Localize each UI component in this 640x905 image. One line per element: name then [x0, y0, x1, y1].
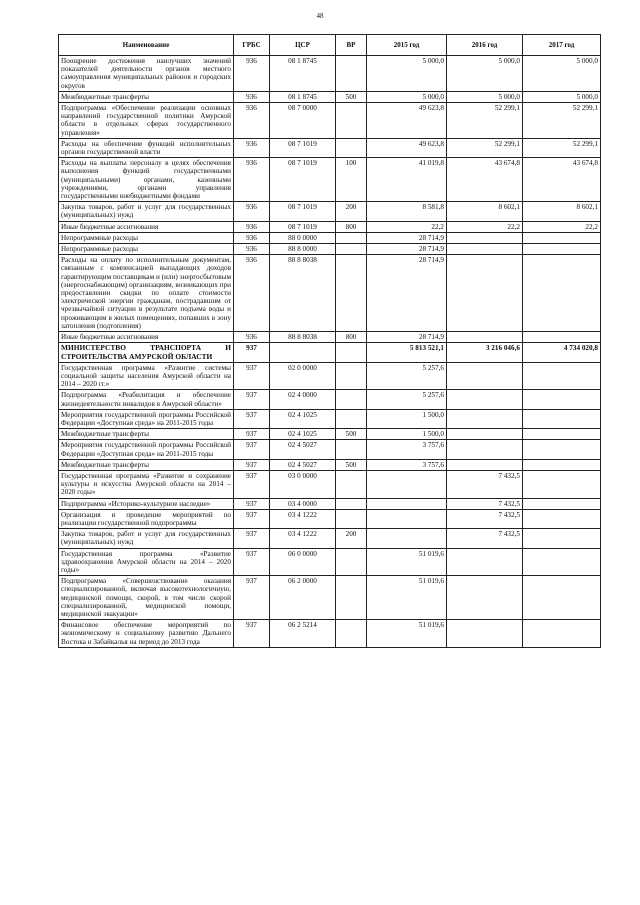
row-grbs: 937 — [234, 390, 270, 409]
table-row — [59, 244, 601, 255]
row-csr: 08 7 1019 — [270, 138, 336, 157]
row-csr: 02 4 5027 — [270, 440, 336, 459]
row-vr: 800 — [336, 221, 367, 232]
row-2015: 8 581,8 — [367, 202, 447, 221]
row-2017 — [523, 429, 601, 440]
row-vr — [336, 440, 367, 459]
row-2015: 49 623,8 — [367, 138, 447, 157]
row-grbs: 936 — [234, 255, 270, 332]
row-vr — [336, 498, 367, 509]
row-2017 — [523, 470, 601, 498]
row-vr — [336, 620, 367, 648]
row-vr — [336, 470, 367, 498]
row-name: Мероприятия государственной программы Российской Федерации «Доступная среда» на 2011-2015 годы — [59, 440, 234, 459]
row-2016: 22,2 — [447, 221, 523, 232]
row-csr: 88 8 8038 — [270, 255, 336, 332]
row-csr: 02 0 0000 — [270, 362, 336, 390]
row-name: Организация и проведение мероприятий по реализации государственной подпрограммы — [59, 509, 234, 528]
row-csr: 88 8 8038 — [270, 332, 336, 343]
row-2015: 28 714,9 — [367, 244, 447, 255]
row-vr — [336, 343, 367, 362]
row-2016 — [447, 362, 523, 390]
row-csr: 03 4 1222 — [270, 529, 336, 548]
row-csr: 03 0 0000 — [270, 470, 336, 498]
row-name: Поощрение достижения наилучших значений показателей деятельности органов местного самоуправления муниципальных районов и городских округов — [59, 56, 234, 92]
row-2016: 3 216 046,6 — [447, 343, 523, 362]
row-2017 — [523, 529, 601, 548]
row-csr: 02 4 0000 — [270, 390, 336, 409]
row-name: Подпрограмма «Обеспечение реализации основных направлений государственной политики Амурской области в отдельных сферах государственного управления» — [59, 103, 234, 139]
row-2016: 7 432,5 — [447, 529, 523, 548]
row-name: Межбюджетные трансферты — [59, 429, 234, 440]
row-grbs: 937 — [234, 576, 270, 620]
row-grbs: 936 — [234, 158, 270, 202]
row-2017 — [523, 332, 601, 343]
row-2015 — [367, 470, 447, 498]
row-grbs: 937 — [234, 409, 270, 428]
table-row — [59, 56, 601, 92]
table-row — [59, 255, 601, 332]
row-2016: 7 432,5 — [447, 509, 523, 528]
row-vr: 200 — [336, 202, 367, 221]
row-2017 — [523, 244, 601, 255]
row-grbs: 937 — [234, 470, 270, 498]
row-name: Закупка товаров, работ и услуг для государственных (муниципальных) нужд — [59, 202, 234, 221]
row-2017 — [523, 576, 601, 620]
row-name: Закупка товаров, работ и услуг для государственных (муниципальных) нужд — [59, 529, 234, 548]
table-row — [59, 529, 601, 548]
row-grbs: 937 — [234, 459, 270, 470]
row-2016 — [447, 459, 523, 470]
row-grbs: 937 — [234, 509, 270, 528]
table-row — [59, 470, 601, 498]
header-2016: 2016 год — [447, 35, 523, 56]
row-2017: 5 000,0 — [523, 56, 601, 92]
row-2016: 52 299,1 — [447, 103, 523, 139]
row-csr: 06 2 5214 — [270, 620, 336, 648]
header-name: Наименование — [59, 35, 234, 56]
row-2017: 8 602,1 — [523, 202, 601, 221]
row-name: Непрограммные расходы — [59, 244, 234, 255]
row-2017: 52 299,1 — [523, 138, 601, 157]
row-2016 — [447, 548, 523, 576]
row-2016 — [447, 576, 523, 620]
row-2015: 51 019,6 — [367, 548, 447, 576]
row-2016: 5 000,0 — [447, 91, 523, 102]
row-name: Финансовое обеспечение мероприятий по экономическому и социальному развитию Дальнего Востока и Забайкалья на период до 2013 года — [59, 620, 234, 648]
table-row — [59, 232, 601, 243]
row-2015: 5 813 521,1 — [367, 343, 447, 362]
page-number: 48 — [316, 12, 324, 20]
table-row — [59, 362, 601, 390]
row-name: Расходы на оплату по исполнительным документам, связанным с компенсацией выпадающих доходов гарантирующим поставщикам и (или) энергосбытовым (энергоснабжающим) организациям, возникающих при предоставлении скидки по оплате стоимости электрической энергии гражданам, пострадавшим от чрезвычайной ситуации в результате подъема воды и проживающим в жилых помещениях, попавших в зону затопления (подтопления) — [59, 255, 234, 332]
row-2016 — [447, 332, 523, 343]
row-2016 — [447, 390, 523, 409]
row-vr: 500 — [336, 459, 367, 470]
row-grbs: 937 — [234, 529, 270, 548]
row-csr: 08 1 8745 — [270, 56, 336, 92]
table-row — [59, 459, 601, 470]
row-2015: 49 623,8 — [367, 103, 447, 139]
row-2016: 5 000,0 — [447, 56, 523, 92]
row-2017 — [523, 362, 601, 390]
row-vr — [336, 56, 367, 92]
row-grbs: 936 — [234, 232, 270, 243]
row-2017: 4 734 020,8 — [523, 343, 601, 362]
row-csr: 08 7 1019 — [270, 202, 336, 221]
row-grbs: 937 — [234, 440, 270, 459]
row-grbs: 936 — [234, 244, 270, 255]
row-2016 — [447, 244, 523, 255]
table-row — [59, 91, 601, 102]
row-2017 — [523, 255, 601, 332]
row-name: Государственная программа «Развитие здравоохранения Амурской области на 2014 – 2020 годы» — [59, 548, 234, 576]
header-vr: ВР — [336, 35, 367, 56]
table-row — [59, 332, 601, 343]
row-2017 — [523, 440, 601, 459]
row-grbs: 936 — [234, 103, 270, 139]
table-row — [59, 498, 601, 509]
row-2015: 51 019,6 — [367, 576, 447, 620]
row-vr: 800 — [336, 332, 367, 343]
row-name: Межбюджетные трансферты — [59, 91, 234, 102]
row-2016 — [447, 409, 523, 428]
row-csr: 06 0 0000 — [270, 548, 336, 576]
row-vr: 200 — [336, 529, 367, 548]
row-name: Подпрограмма «Реабилитация и обеспечение жизнедеятельности инвалидов в Амурской области» — [59, 390, 234, 409]
row-2016: 8 602,1 — [447, 202, 523, 221]
row-2015: 5 257,6 — [367, 390, 447, 409]
row-name: Подпрограмма «Совершенствование оказания специализированной, включая высокотехнологичную, медицинской помощи, скорой, в том числе скорой специализированной, медицинской помощи, медицинской эвакуации» — [59, 576, 234, 620]
header-row — [59, 35, 601, 56]
row-2015: 5 000,0 — [367, 91, 447, 102]
row-vr — [336, 255, 367, 332]
row-grbs: 936 — [234, 332, 270, 343]
row-2015: 22,2 — [367, 221, 447, 232]
row-2015: 51 019,6 — [367, 620, 447, 648]
row-vr — [336, 409, 367, 428]
row-grbs: 936 — [234, 91, 270, 102]
row-2017 — [523, 548, 601, 576]
row-2016 — [447, 255, 523, 332]
row-2015: 5 257,6 — [367, 362, 447, 390]
row-name: Государственная программа «Развитие и сохранение культуры и искусства Амурской области на 2014 – 2020 годы» — [59, 470, 234, 498]
table-row — [59, 202, 601, 221]
row-vr — [336, 232, 367, 243]
row-grbs: 936 — [234, 221, 270, 232]
row-vr: 500 — [336, 429, 367, 440]
table-row — [59, 576, 601, 620]
row-csr: 02 4 5027 — [270, 459, 336, 470]
row-2017 — [523, 232, 601, 243]
row-2015: 41 019,8 — [367, 158, 447, 202]
row-grbs: 937 — [234, 548, 270, 576]
row-csr — [270, 343, 336, 362]
row-csr: 03 4 1222 — [270, 509, 336, 528]
table-row — [59, 548, 601, 576]
row-2017 — [523, 509, 601, 528]
row-csr: 88 0 0000 — [270, 232, 336, 243]
row-vr — [336, 138, 367, 157]
row-name: Иные бюджетные ассигнования — [59, 332, 234, 343]
table-row — [59, 440, 601, 459]
row-grbs: 937 — [234, 343, 270, 362]
row-csr: 08 7 1019 — [270, 158, 336, 202]
row-2017 — [523, 409, 601, 428]
row-grbs: 937 — [234, 498, 270, 509]
row-2017 — [523, 620, 601, 648]
table-row — [59, 221, 601, 232]
row-2016 — [447, 429, 523, 440]
row-2015: 28 714,9 — [367, 232, 447, 243]
row-vr: 500 — [336, 91, 367, 102]
row-name: Непрограммные расходы — [59, 232, 234, 243]
row-2017 — [523, 498, 601, 509]
row-2015 — [367, 498, 447, 509]
row-csr: 88 8 0000 — [270, 244, 336, 255]
row-grbs: 937 — [234, 620, 270, 648]
row-csr: 08 1 8745 — [270, 91, 336, 102]
row-csr: 08 7 0000 — [270, 103, 336, 139]
row-2015: 1 500,0 — [367, 429, 447, 440]
row-vr — [336, 576, 367, 620]
row-2017 — [523, 459, 601, 470]
table-row — [59, 509, 601, 528]
table-row — [59, 343, 601, 362]
table-row — [59, 158, 601, 202]
row-name: Подпрограмма «Историко-культурное наследие» — [59, 498, 234, 509]
table-row — [59, 138, 601, 157]
row-csr: 02 4 1025 — [270, 429, 336, 440]
row-vr — [336, 548, 367, 576]
row-2015: 28 714,9 — [367, 255, 447, 332]
table-row — [59, 620, 601, 648]
row-2016 — [447, 232, 523, 243]
row-2015: 3 757,6 — [367, 440, 447, 459]
row-vr — [336, 390, 367, 409]
row-2015: 28 714,9 — [367, 332, 447, 343]
row-2016: 7 432,5 — [447, 470, 523, 498]
row-grbs: 936 — [234, 56, 270, 92]
row-2016: 43 674,8 — [447, 158, 523, 202]
row-2016: 52 299,1 — [447, 138, 523, 157]
row-grbs: 936 — [234, 202, 270, 221]
row-vr: 100 — [336, 158, 367, 202]
row-2016 — [447, 620, 523, 648]
header-2015: 2015 год — [367, 35, 447, 56]
row-csr: 06 2 0000 — [270, 576, 336, 620]
header-2017: 2017 год — [523, 35, 601, 56]
row-vr — [336, 362, 367, 390]
row-name: Расходы на обеспечение функций исполнительных органов государственной власти — [59, 138, 234, 157]
row-2017: 52 299,1 — [523, 103, 601, 139]
table-row — [59, 390, 601, 409]
row-csr: 03 4 0000 — [270, 498, 336, 509]
header-csr: ЦСР — [270, 35, 336, 56]
row-2016 — [447, 440, 523, 459]
row-name: Мероприятия государственной программы Российской Федерации «Доступная среда» на 2011-2015 годы — [59, 409, 234, 428]
row-csr: 08 7 1019 — [270, 221, 336, 232]
row-2015: 1 500,0 — [367, 409, 447, 428]
budget-table — [58, 34, 601, 648]
row-2016: 7 432,5 — [447, 498, 523, 509]
row-2015: 3 757,6 — [367, 459, 447, 470]
row-vr — [336, 509, 367, 528]
row-2015 — [367, 509, 447, 528]
row-name: Государственная программа «Развитие системы социальной защиты населения Амурской области на 2014 – 2020 гг.» — [59, 362, 234, 390]
row-csr: 02 4 1025 — [270, 409, 336, 428]
row-2017 — [523, 390, 601, 409]
header-grbs: ГРБС — [234, 35, 270, 56]
row-name: МИНИСТЕРСТВО ТРАНСПОРТА И СТРОИТЕЛЬСТВА АМУРСКОЙ ОБЛАСТИ — [59, 343, 234, 362]
row-vr — [336, 103, 367, 139]
row-2015 — [367, 529, 447, 548]
table-row — [59, 409, 601, 428]
row-vr — [336, 244, 367, 255]
row-name: Межбюджетные трансферты — [59, 459, 234, 470]
row-grbs: 936 — [234, 138, 270, 157]
row-2017: 5 000,0 — [523, 91, 601, 102]
row-grbs: 937 — [234, 362, 270, 390]
table-row — [59, 103, 601, 139]
row-grbs: 937 — [234, 429, 270, 440]
row-name: Иные бюджетные ассигнования — [59, 221, 234, 232]
table-row — [59, 429, 601, 440]
row-2015: 5 000,0 — [367, 56, 447, 92]
row-name: Расходы на выплаты персоналу в целях обеспечения выполнения функций государственными (муниципальными) органами, казенными учреждениями, органами управления государственными внебюджетными фондами — [59, 158, 234, 202]
row-2017: 43 674,8 — [523, 158, 601, 202]
row-2017: 22,2 — [523, 221, 601, 232]
